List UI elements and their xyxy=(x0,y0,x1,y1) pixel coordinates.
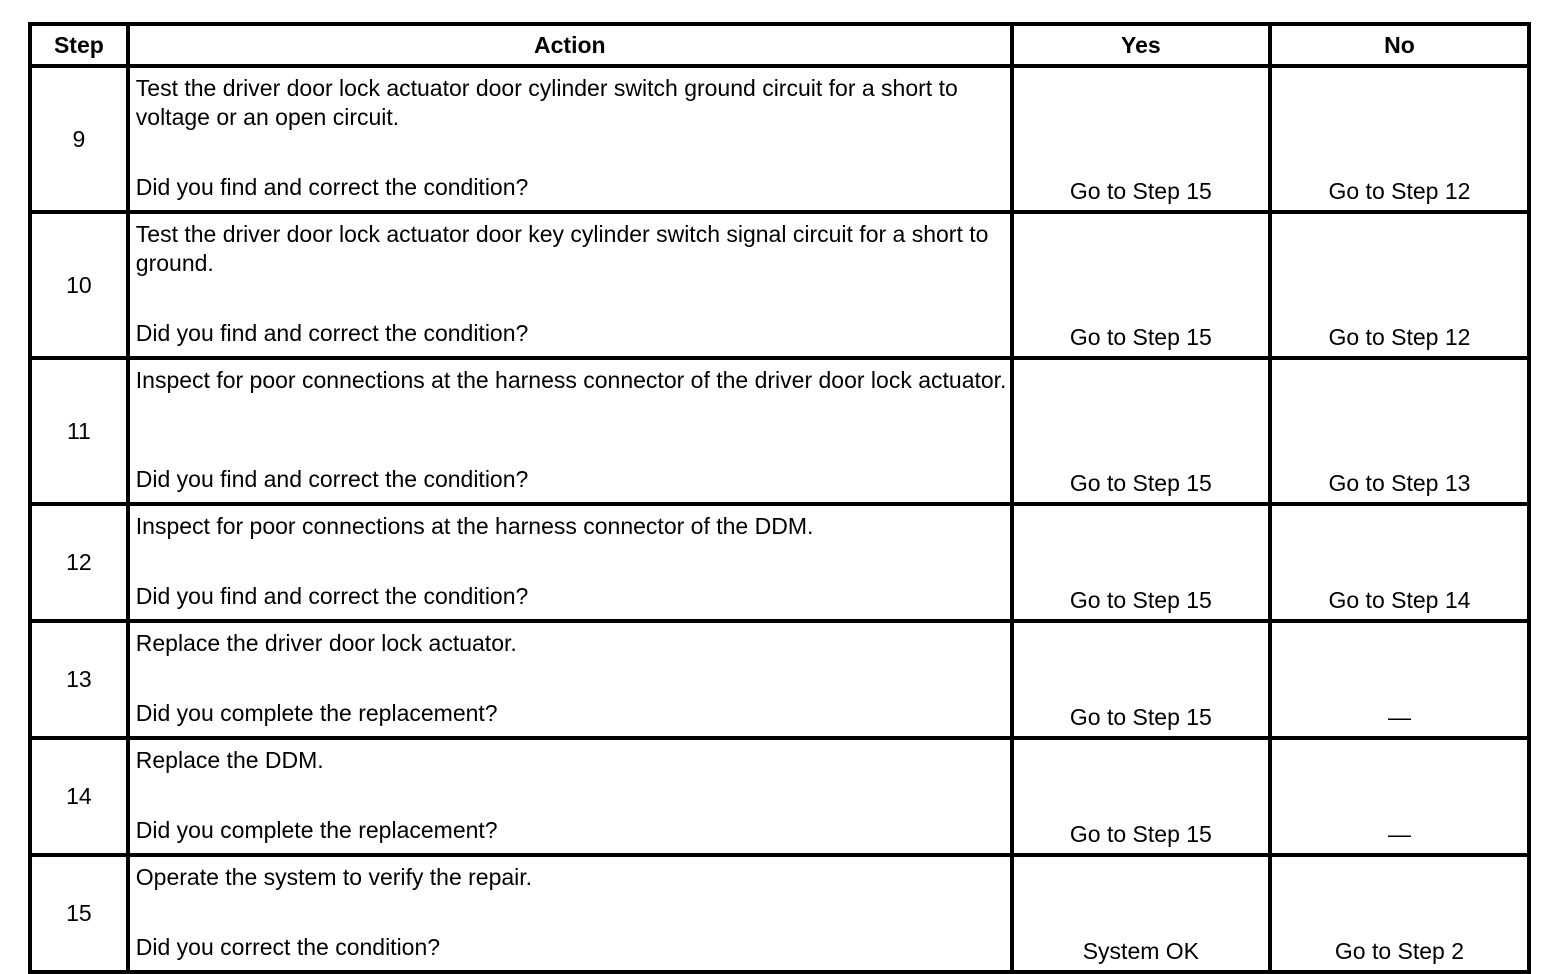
step-number: 15 xyxy=(30,855,128,972)
action-text: Replace the DDM. xyxy=(135,747,324,773)
table-row xyxy=(30,66,1529,212)
action-text: Test the driver door lock actuator door cylinder switch ground circuit for a short to voltage or an open circuit. xyxy=(135,75,958,130)
question-text: Did you find and correct the condition? xyxy=(135,466,529,492)
action-cell xyxy=(128,504,1012,621)
table-row xyxy=(30,358,1529,504)
no-result: Go to Step 13 xyxy=(1270,358,1529,504)
question-text: Did you find and correct the condition? xyxy=(135,320,529,346)
no-result: Go to Step 12 xyxy=(1270,212,1529,358)
action-text: Inspect for poor connections at the harness connector of the driver door lock actuator. xyxy=(135,367,1007,393)
step-number: 9 xyxy=(30,66,128,212)
question-text: Did you correct the condition? xyxy=(135,934,441,960)
action-text: Operate the system to verify the repair. xyxy=(135,864,533,890)
action-cell xyxy=(128,855,1012,972)
no-result: — xyxy=(1270,621,1529,738)
yes-result: Go to Step 15 xyxy=(1012,738,1270,855)
step-number: 11 xyxy=(30,358,128,504)
no-result: Go to Step 12 xyxy=(1270,66,1529,212)
table-row xyxy=(30,621,1529,738)
step-number: 13 xyxy=(30,621,128,738)
step-number: 14 xyxy=(30,738,128,855)
action-cell xyxy=(128,738,1012,855)
header-action: Action xyxy=(128,24,1012,66)
yes-result: System OK xyxy=(1012,855,1270,972)
action-text: Inspect for poor connections at the harness connector of the DDM. xyxy=(135,513,814,539)
yes-result: Go to Step 15 xyxy=(1012,358,1270,504)
table-row xyxy=(30,738,1529,855)
header-row xyxy=(30,24,1529,66)
question-text: Did you find and correct the condition? xyxy=(135,174,529,200)
header-step: Step xyxy=(30,24,128,66)
question-text: Did you complete the replacement? xyxy=(135,817,498,843)
action-text: Test the driver door lock actuator door key cylinder switch signal circuit for a short to ground. xyxy=(135,221,989,276)
header-yes: Yes xyxy=(1012,24,1270,66)
table-row xyxy=(30,504,1529,621)
table-row xyxy=(30,855,1529,972)
yes-result: Go to Step 15 xyxy=(1012,621,1270,738)
yes-result: Go to Step 15 xyxy=(1012,504,1270,621)
action-cell xyxy=(128,358,1012,504)
question-text: Did you complete the replacement? xyxy=(135,700,498,726)
step-number: 10 xyxy=(30,212,128,358)
step-number: 12 xyxy=(30,504,128,621)
no-result: — xyxy=(1270,738,1529,855)
no-result: Go to Step 14 xyxy=(1270,504,1529,621)
action-text: Replace the driver door lock actuator. xyxy=(135,630,517,656)
action-cell xyxy=(128,212,1012,358)
yes-result: Go to Step 15 xyxy=(1012,66,1270,212)
diagnostic-table xyxy=(28,22,1531,974)
header-no: No xyxy=(1270,24,1529,66)
action-cell xyxy=(128,66,1012,212)
yes-result: Go to Step 15 xyxy=(1012,212,1270,358)
action-cell xyxy=(128,621,1012,738)
table-row xyxy=(30,212,1529,358)
no-result: Go to Step 2 xyxy=(1270,855,1529,972)
question-text: Did you find and correct the condition? xyxy=(135,583,529,609)
